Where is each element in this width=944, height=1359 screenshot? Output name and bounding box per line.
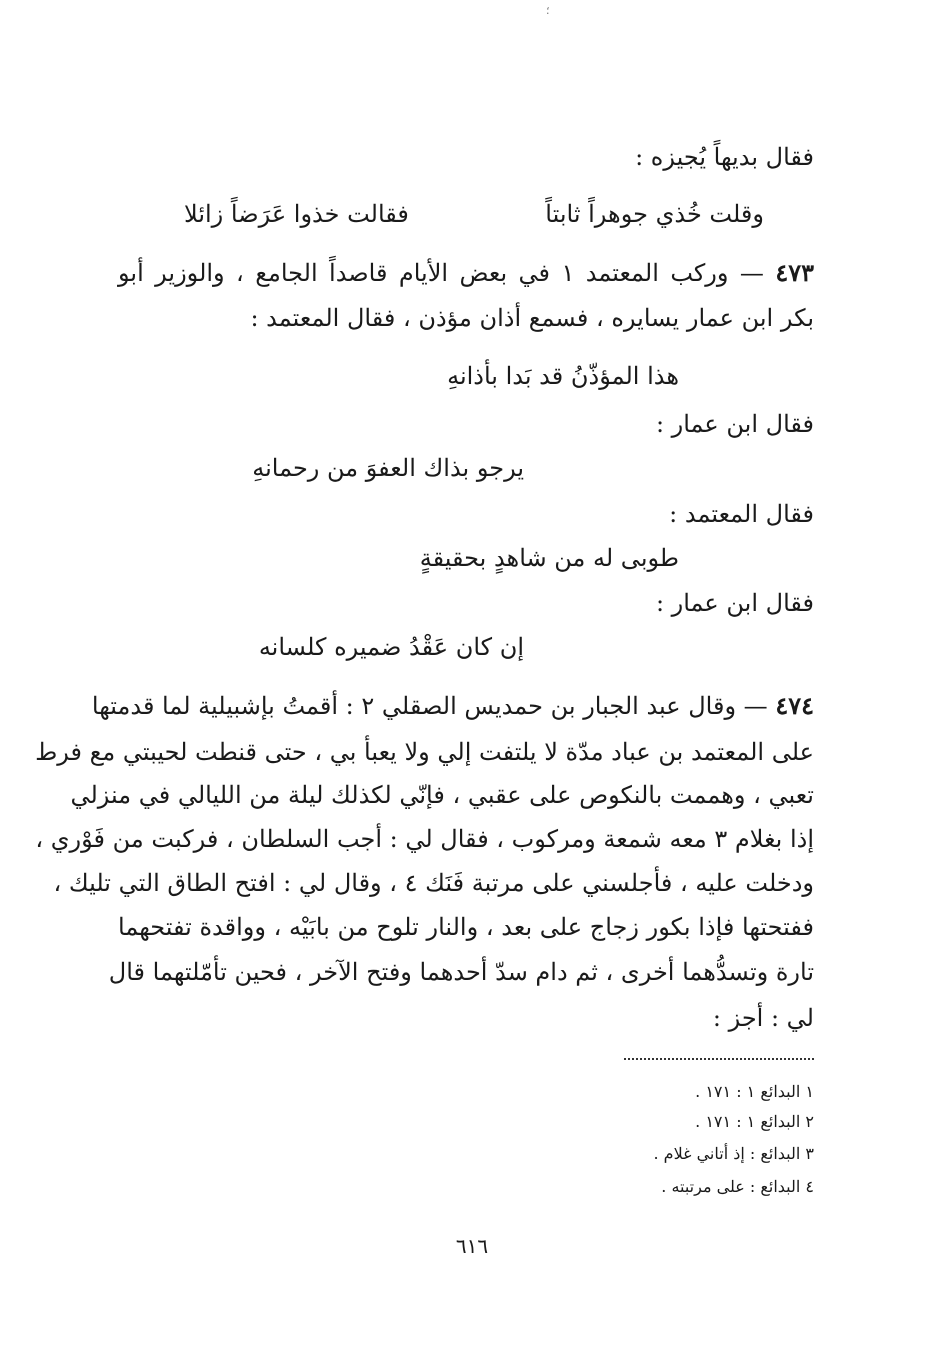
speaker-line: فقال ابن عمار : [655, 589, 814, 617]
footnote: ٢ البدائع ١ : ١٧١ . [695, 1112, 814, 1131]
poem-line: هذا المؤذّنُ قد بَدا بأذانهِ [447, 362, 679, 390]
text-line: لي : أجز : [712, 1004, 814, 1032]
text-line: إذا بغلام ٣ معه شمعة ومركوب ، فقال لي : أجب السلطان ، فركبت من فَوْري ، [35, 825, 814, 853]
verse-second-hemistich: فقالت خذوا عَرَضاً زائلا [184, 200, 409, 228]
poem-line: يرجو بذاك العفوَ من رحمانهِ [252, 454, 524, 482]
speaker-line: فقال المعتمد : [669, 500, 814, 528]
entry-number: ٤٧٤ [775, 691, 814, 720]
entry-text: — وركب المعتمد ١ في بعض الأيام قاصداً الجامع ، والوزير أبو [118, 259, 764, 287]
verse-first-hemistich: وقلت خُذي جوهراً ثابتاً [545, 200, 764, 228]
entry-474-first-line [91, 691, 814, 721]
speaker-line: فقال ابن عمار : [655, 410, 814, 438]
poem-line: طوبى له من شاهدٍ بحقيقةٍ [419, 544, 679, 572]
footnote: ٣ البدائع : إذ أتاني غلام . [653, 1144, 814, 1163]
footnote-divider [624, 1058, 814, 1060]
entry-number: ٤٧٣ [775, 258, 814, 287]
entry-473-first-line [118, 258, 814, 288]
poem-line: إن كان عَقْدُ ضميره كلسانه [258, 633, 524, 661]
text-line: بكر ابن عمار يسايره ، فسمع أذان مؤذن ، فقال المعتمد : [250, 304, 814, 332]
page-number: ٦١٦ [455, 1234, 489, 1258]
top-mark: ؛ [546, 4, 550, 17]
text-line: تارة وتسدُّهما أخرى ، ثم دام سدّ أحدهما وفتح الآخر ، فحين تأمّلتهما قال [108, 958, 814, 986]
footnote: ١ البدائع ١ : ١٧١ . [695, 1082, 814, 1101]
verse-line [184, 199, 764, 229]
text-line: ودخلت عليه ، فأجلسني على مرتبة فَنَك ٤ ، وقال لي : افتح الطاق التي تليك ، [53, 869, 814, 897]
footnote: ٤ البدائع : على مرتبته . [661, 1177, 814, 1196]
text-line: على المعتمد بن عباد مدّة لا يلتفت إلي ولا يعبأ بي ، حتى قنطت لحيبتي مع فرط [35, 738, 814, 766]
text-line: تعبي ، وهممت بالنكوص على عقبي ، فإنّي لكذلك ليلة من الليالي في منزلي [70, 781, 814, 809]
text-line: فقال بديهاً يُجيزه : [635, 143, 814, 171]
text-line: ففتحتها فإذا بكور زجاج على بعد ، والنار تلوح من بابَيْه ، وواقدة تفتحهما [118, 913, 815, 941]
entry-text: — وقال عبد الجبار بن حمديس الصقلي ٢ : أقمتُ بإشبيلية لما قدمتها [91, 692, 768, 720]
